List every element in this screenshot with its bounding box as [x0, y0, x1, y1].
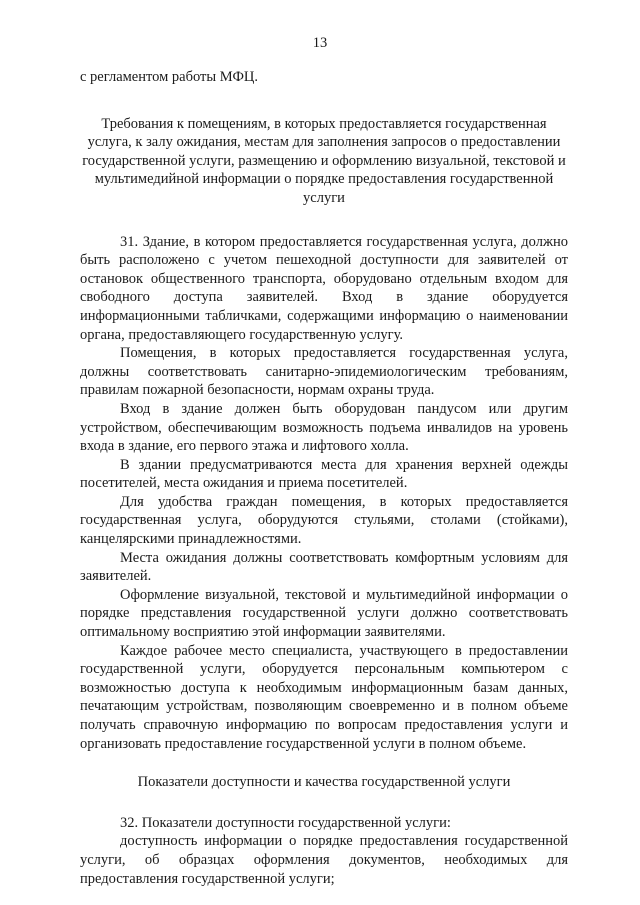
page-number: 13: [312, 35, 328, 51]
paragraph: Вход в здание должен быть оборудован пандусом или другим устройством, обеспечивающим возможность подъема инвалидов на уровень входа в здание, его первого этажа и лифтового холла.: [80, 400, 568, 455]
paragraph: Для удобства граждан помещения, в которых предоставляется государственная услуга, оборудуются стульями, столами (стойками), канцелярскими принадлежностями.: [80, 493, 568, 548]
section-heading-premises: Требования к помещениям, в которых предоставляется государственная услуга, к залу ожидания, местам для заполнения запросов о предоставлении государственной услуги, размещению и оформлению визуальной, текстовой и мультимедийной информации о порядке предоставления государственной услуги: [82, 115, 566, 206]
paragraph: Оформление визуальной, текстовой и мультимедийной информации о порядке представления государственной услуги должно соответствовать оптимальному восприятию этой информации заявителями.: [80, 586, 568, 641]
paragraph: доступность информации о порядке предоставления государственной услуги, об образцах оформления документов, необходимых для предоставления государственной услуги;: [80, 833, 568, 887]
paragraph: Помещения, в которых предоставляется государственная услуга, должны соответствовать санитарно-эпидемиологическим требованиям, правилам пожарной безопасности, нормам охраны труда.: [80, 345, 568, 399]
paragraph: Места ожидания должны соответствовать комфортным условиям для заявителей.: [80, 549, 568, 585]
paragraph: 32. Показатели доступности государственной услуги:: [120, 814, 451, 831]
document-body: [80, 68, 568, 888]
section-32: [80, 814, 568, 888]
paragraph: В здании предусматриваются места для хранения верхней одежды посетителей, места ожидания и приема посетителей.: [80, 456, 568, 492]
section-31: [80, 233, 568, 754]
section-heading-indicators: Показатели доступности и качества государственной услуги: [137, 774, 511, 791]
intro-line: с регламентом работы МФЦ.: [80, 69, 259, 85]
paragraph: 31. Здание, в котором предоставляется государственная услуга, должно быть расположено с учетом пешеходной доступности для заявителей от остановок общественного транспорта, оборудовано отдельным входом для свободного доступа заявителей. Вход в здание оборудуется информационными табличками, содержащими информацию о наименовании органа, предоставляющего государственную услугу.: [80, 233, 568, 343]
paragraph: Каждое рабочее место специалиста, участвующего в предоставлении государственной услуги, оборудуется персональным компьютером с возможностью доступа к необходимым информационным базам данных, печатающим устройствам, позволяющим своевременно и в полном объеме получать справочную информацию по вопросам предоставления услуги и организовать предоставление государственной услуги в полном объеме.: [80, 642, 568, 752]
